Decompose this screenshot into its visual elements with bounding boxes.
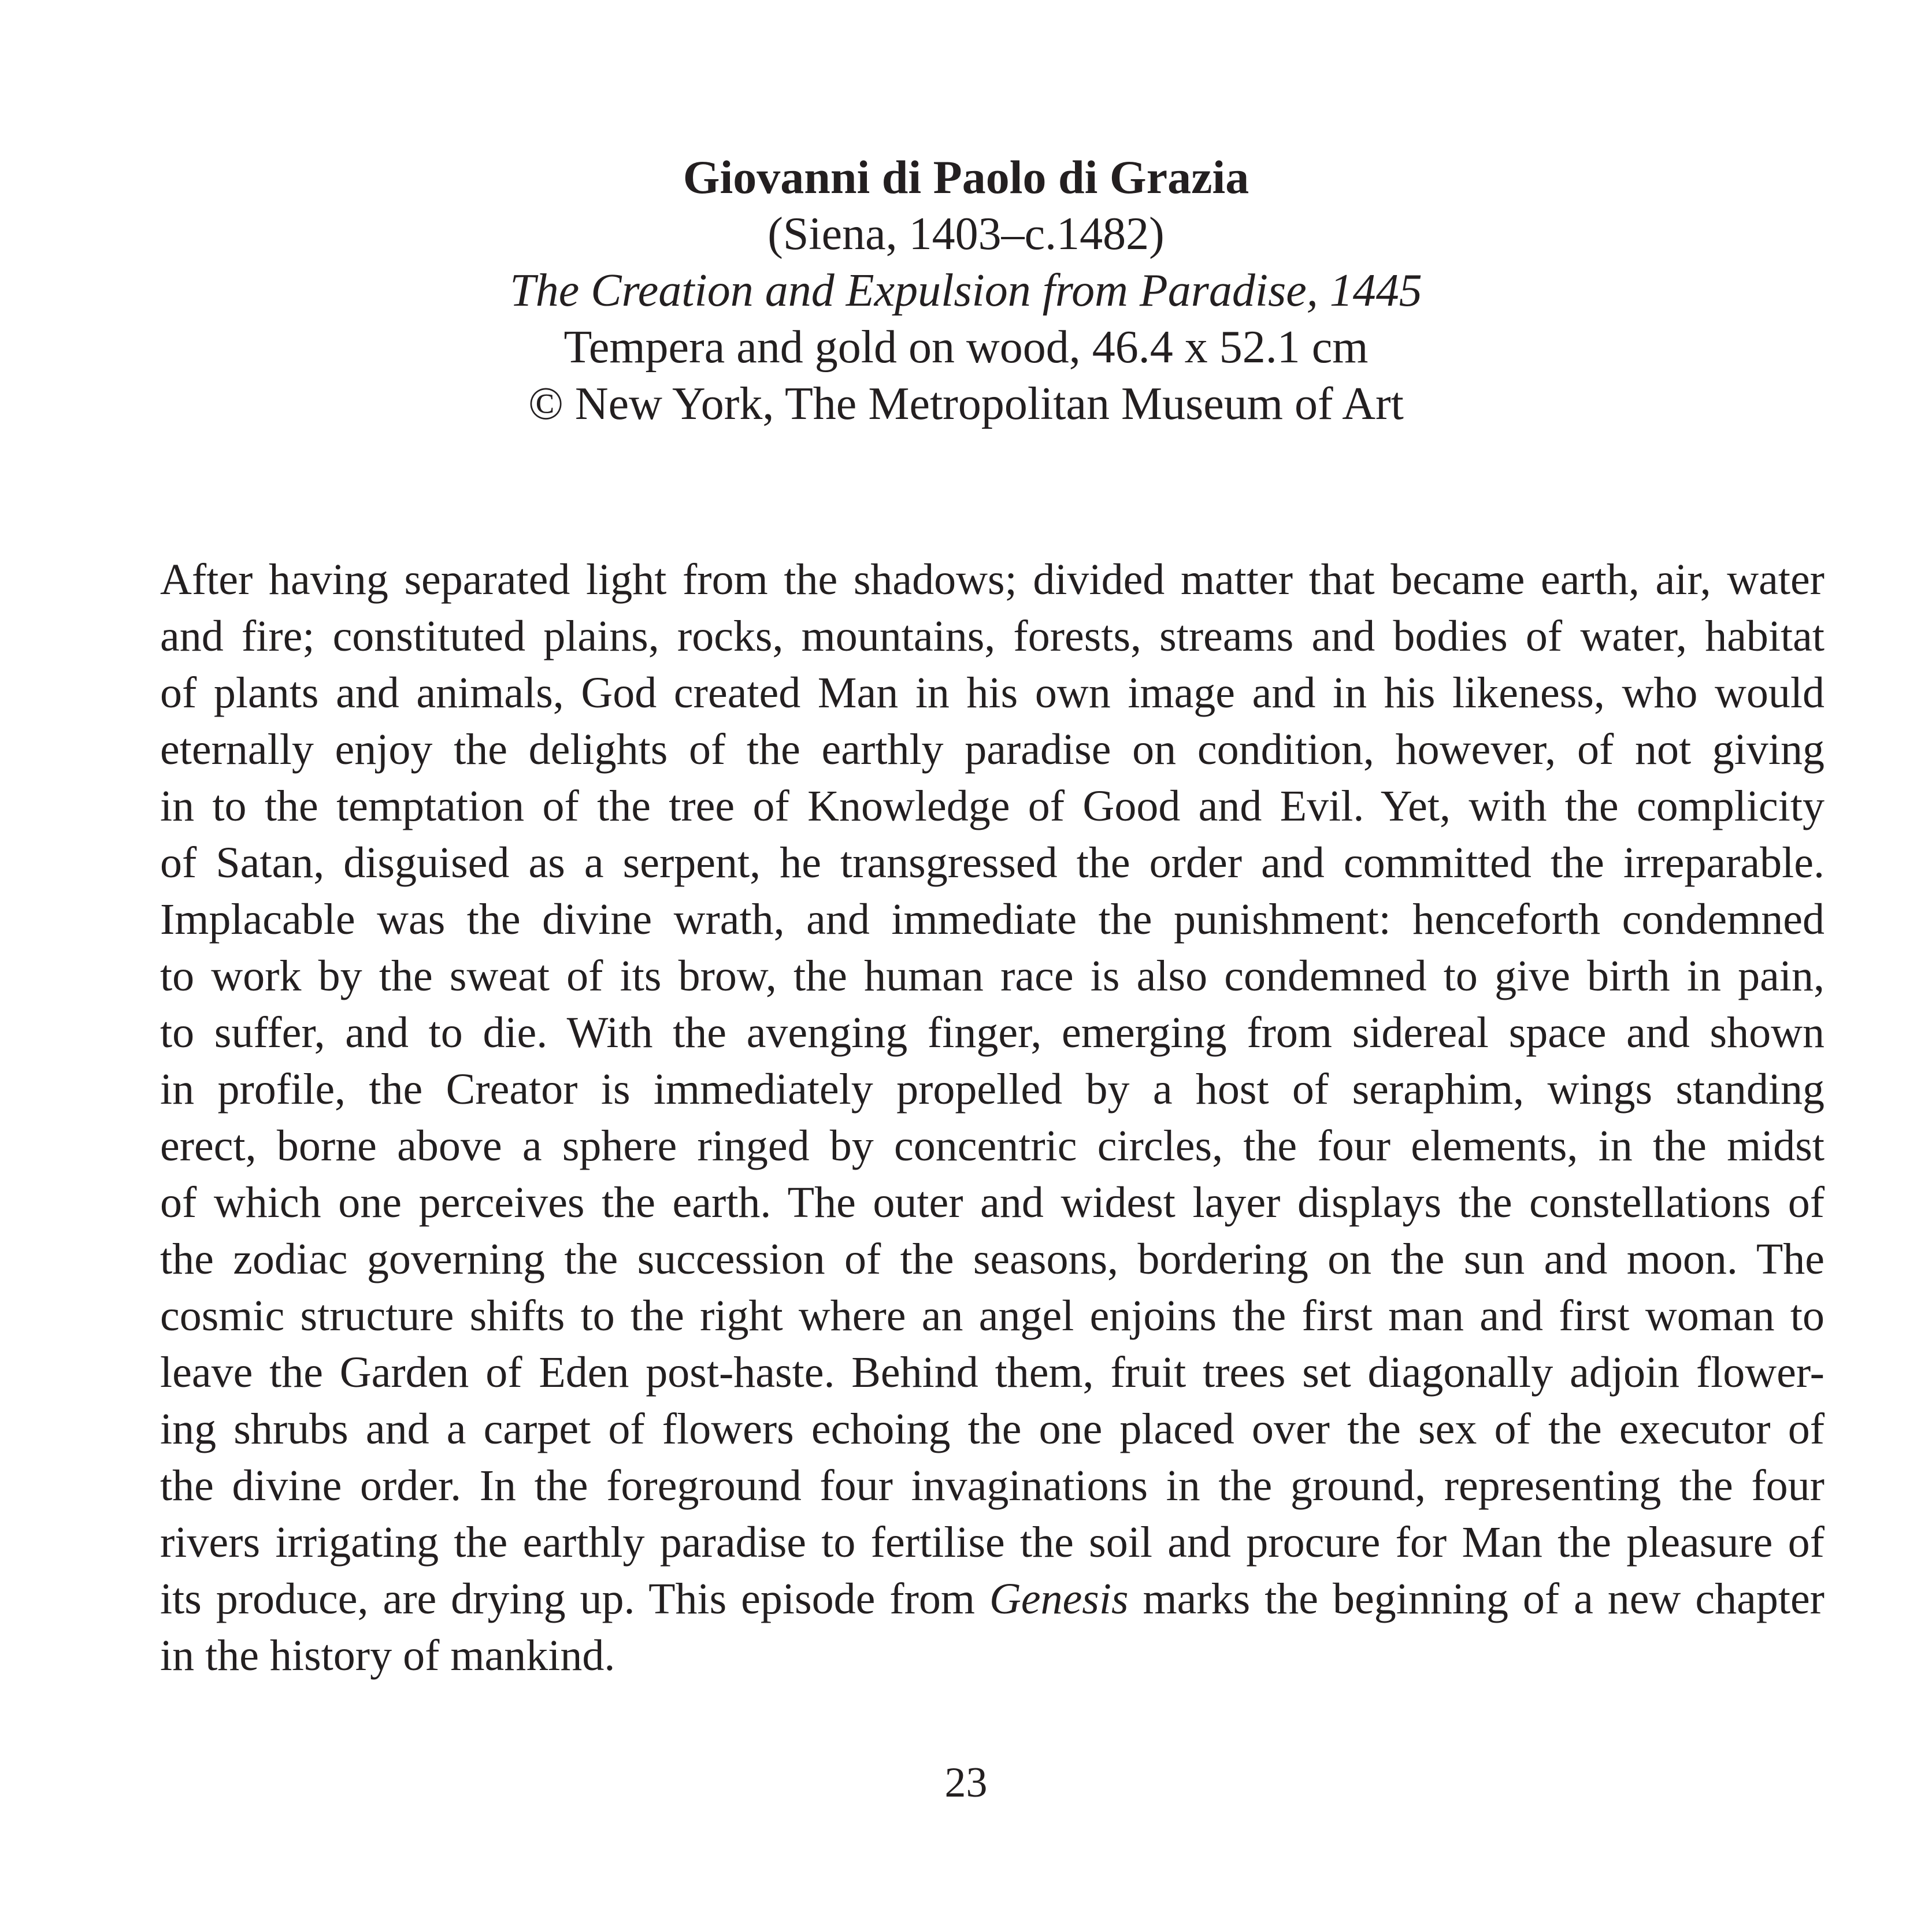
body-line: rivers irrigating the earthly paradise to fertilise the soil and procure for Man the pleasure of [160, 1518, 1825, 1567]
artwork-caption [0, 149, 1932, 432]
body-line: erect, borne above a sphere ringed by concentric circles, the four elements, in the midst [160, 1122, 1825, 1170]
body-line: cosmic structure shifts to the right where an angel enjoins the first man and first woman to [160, 1292, 1825, 1340]
page-number: 23 [944, 1759, 988, 1806]
body-line: ing shrubs and a carpet of flowers echoing the one placed over the sex of the executor of [160, 1405, 1825, 1453]
body-text-segment: its produce, are drying up. This episode from [160, 1575, 989, 1623]
body-line: to work by the sweat of its brow, the human race is also condemned to give birth in pain, [160, 952, 1825, 1000]
body-line: in to the temptation of the tree of Knowledge of Good and Evil. Yet, with the complicity [160, 782, 1825, 830]
body-line: and fire; constituted plains, rocks, mountains, forests, streams and bodies of water, habitat [160, 612, 1825, 660]
body-line: Implacable was the divine wrath, and immediate the punishment: henceforth condemned [160, 895, 1825, 944]
body-line: the divine order. In the foreground four invaginations in the ground, representing the four [160, 1461, 1825, 1510]
body-line: eternally enjoy the delights of the earthly paradise on condition, however, of not giving [160, 725, 1825, 774]
body-line: of Satan, disguised as a serpent, he transgressed the order and committed the irreparable. [160, 838, 1825, 887]
artwork-medium: Tempera and gold on wood, 46.4 x 52.1 cm [563, 322, 1369, 373]
body-text-segment: marks the beginning of a new chapter [1128, 1575, 1825, 1623]
artist-name: Giovanni di Paolo di Grazia [683, 151, 1249, 203]
body-line: to suffer, and to die. With the avenging finger, emerging from sidereal space and shown [160, 1008, 1825, 1057]
body-line: the zodiac governing the succession of the seasons, bordering on the sun and moon. The [160, 1235, 1825, 1283]
artist-origin: (Siena, 1403–c.1482) [767, 209, 1165, 259]
artwork-title: The Creation and Expulsion from Paradise, 1445 [510, 265, 1422, 316]
body-line: After having separated light from the shadows; divided matter that became earth, air, water [160, 555, 1825, 604]
genesis-italic: Genesis [989, 1575, 1129, 1623]
body-paragraph [160, 551, 1825, 1684]
body-line: leave the Garden of Eden post-haste. Behind them, fruit trees set diagonally adjoin flower- [160, 1348, 1825, 1397]
body-line: of which one perceives the earth. The outer and widest layer displays the constellations of [160, 1178, 1825, 1227]
body-line: of plants and animals, God created Man in his own image and in his likeness, who would [160, 669, 1825, 717]
body-line-last: in the history of mankind. [160, 1631, 615, 1680]
artwork-credit: © New York, The Metropolitan Museum of Art [528, 379, 1404, 429]
body-line: in profile, the Creator is immediately propelled by a host of seraphim, wings standing [160, 1065, 1825, 1114]
body-line-with-italic [160, 1571, 1825, 1627]
